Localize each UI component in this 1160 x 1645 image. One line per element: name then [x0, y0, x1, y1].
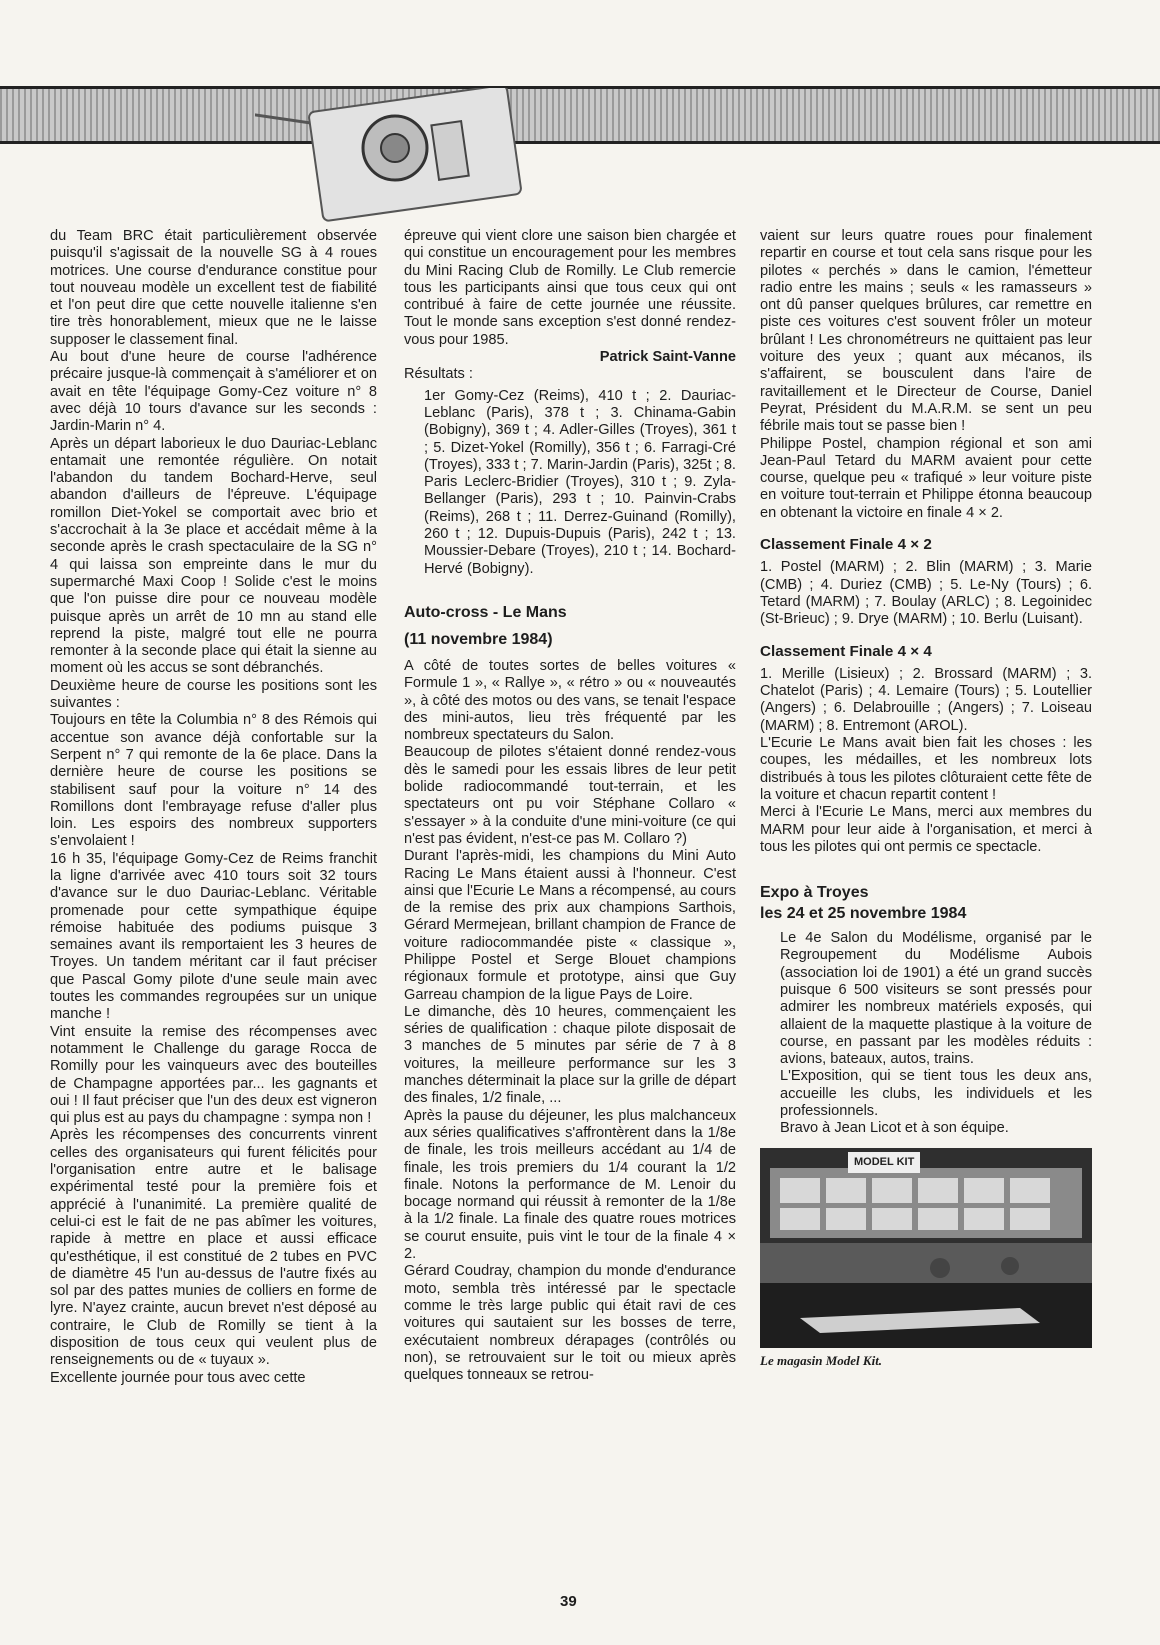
paragraph: Beaucoup de pilotes s'étaient donné rendez-vous dès le samedi pour les essais libres de leur petit bolide radiocommandé tout-terrain, et les spectateurs ont pu voir Stéphane Collaro « s'essayer » à la conduite d'une mini-voiture (ce qui n'est pas évident, n'est-ce pas M. Collaro ?)	[404, 744, 736, 847]
paragraph: Merci à l'Ecurie Le Mans, merci aux membres du MARM pour leur aide à l'organisation, et merci à tous les pilotes qui ont permis ce spectacle.	[760, 804, 1092, 855]
header-band	[0, 86, 1160, 144]
section-title-autocross: Auto-cross - Le Mans	[404, 603, 567, 621]
section-date-expo: les 24 et 25 novembre 1984	[760, 905, 967, 923]
paragraph: Excellente journée pour tous avec cette	[50, 1369, 306, 1386]
model-kit-sign: MODEL KIT	[848, 1152, 920, 1173]
section-date-autocross: (11 novembre 1984)	[404, 630, 553, 648]
paragraph: A côté de toutes sortes de belles voitures « Formule 1 », « Rallye », « rétro » ou « nouveautés », à côté des motos ou des vans, se tenait l'espace des mini-autos, lieu très fréquenté par les nombreux spectateurs du Salon.	[404, 657, 736, 744]
results-list: 1er Gomy-Cez (Reims), 410 t ; 2. Dauriac-Leblanc (Paris), 378 t ; 3. Chinama-Gabin (Bobigny), 369 t ; 4. Adler-Gilles (Troyes), 361 t ; 5. Dizet-Yokel (Romilly), 356 t ; 6. Farragi-Cré (Troyes), 333 t ; 7. Marin-Jardin (Paris), 325t ; 8. Paris Leclerc-Bridier (Troyes), 310 t ; 9. Zyla-Bellanger (Paris), 293 t ; 10. Painvin-Crabs (Reims), 268 t ; 11. Derrez-Guinand (Romilly), 260 t ; 12. Dupuis-Dupuis (Paris), 242 t ; 13. Moussier-Debare (Troyes), 210 t ; 14. Bochard-Hervé (Bobigny).	[424, 387, 736, 577]
paragraph: Le dimanche, dès 10 heures, commençaient les séries de qualification : chaque pilote disposait de 3 manches de 5 minutes par série de 7 à 8 voitures, la meilleure performance sur les 3 manches déterminait la place sur la grille de départ des finales, 1/2 finale, ...	[404, 1003, 736, 1107]
shop-scene-image	[760, 1148, 1092, 1348]
classement-4x4-list: 1. Merille (Lisieux) ; 2. Brossard (MARM) ; 3. Chatelot (Paris) ; 4. Lemaire (Tours) ; 5. Loutellier (Angers) ; 6. Delabrouille ; (Angers) ; 7. Loiseau (MARM) ; 8. Entremont (AROL).	[760, 665, 1092, 734]
paragraph: Après les récompenses des concurrents vinrent celles des organisateurs qui furent félicités pour l'organisation entre autre et le balisage expérimental testé pour la première fois et apprécié à l'unanimité. La première qualité de celui-ci est le fait de ne pas abîmer les voitures, rapide à mettre en place et aussi efficace qu'esthétique, il est constitué de 2 tubes en PVC de diamètre 45 l'un au-dessus de l'autre fixés au sol par des pattes munies de colliers en forme de lyre. N'ayez crainte, aucun brevet n'est déposé au contraire, le Club de Romilly se tient à la disposition de tous ceux qui veulent plus de renseignements ou de « tuyaux ».	[50, 1127, 377, 1369]
page-number: 39	[560, 1593, 577, 1610]
paragraph: Durant l'après-midi, les champions du Mini Auto Racing Le Mans étaient aussi à l'honneur. C'est ainsi que l'Ecurie Le Mans a récompensé, au cours de la remise des prix aux champions Sarthois, Gérard Mermejean, brillant champion de France de voiture radiocommandée piste « classique », Philippe Postel et Serge Blouet champions régionaux formule et prototype, ainsi que Guy Garreau champion de la ligue Pays de Loire.	[404, 848, 736, 1003]
paragraph: L'Ecurie Le Mans avait bien fait les choses : les coupes, les médailles, et les nombreux lots distribués à tous les pilotes clôturaient cette fête de la voiture et chacun repartit content !	[760, 735, 1092, 803]
paragraph: Toujours en tête la Columbia n° 8 des Rémois qui accentue son avance déjà confortable sur la Serpent n° 7 qui remonte de la 6e place. Dans la dernière heure de course les positions se stabilisent sauf pour la voiture n° 14 des Romillons dont l'embrayage refuse d'aller plus loin. Les espoirs des nombreux supporters s'envolaient !	[50, 712, 377, 850]
paragraph: Le 4e Salon du Modélisme, organisé par le Regroupement du Modélisme Aubois (association loi de 1901) a été un grand succès puisque 6 500 visiteurs se sont pressés pour admirer les nombreux matériels exposés, qui allaient de la maquette plastique à la voiture de course, en passant par les modèles réduits : avions, bateaux, autos, trains.	[780, 930, 1092, 1068]
paragraph: Philippe Postel, champion régional et son ami Jean-Paul Tetard du MARM avaient pour cette course, quelque peu « trafiqué » leur voiture piste en voiture tout-terrain et Philippe étonna beaucoup en obtenant la victoire en finale 4 × 2.	[760, 435, 1092, 521]
paragraph: du Team BRC était particulièrement observée puisqu'il s'agissait de la nouvelle SG à 4 roues motrices. Une course d'endurance constitue pour tout nouveau modèle un excellent test de fiabilité et l'on peut dire que cette nouvelle italienne s'en tire très honorablement, mieux que ne le laisse supposer le classement final.	[50, 228, 377, 348]
radio-transmitter-image	[255, 88, 525, 223]
paragraph: L'Exposition, qui se tient tous les deux ans, accueille les clubs, les individuels et les professionnels.	[780, 1068, 1092, 1120]
paragraph: épreuve qui vient clore une saison bien chargée et qui constitue un encouragement pour les membres du Mini Racing Club de Romilly. Le Club remercie tous les participants ainsi que tous ceux qui ont contribué à faire de cette journée une réussite. Tout le monde sans exception s'est donné rendez-vous pour 1985.	[404, 228, 736, 348]
paragraph: Après un départ laborieux le duo Dauriac-Leblanc entamait une remontée régulière. On notait l'abandon du tandem Bochard-Herve, seul abandon d'ailleurs de l'épreuve. L'équipage romillon Diet-Yokel se comportait avec brio et s'accrochait à la 3e place et accédait même à la seconde après le crash spectaculaire de la SG n° 4 qui laissa son empreinte dans le mur du supermarché Maxi Coop ! Solide c'est le moins que l'on puisse dire pour ce nouveau modèle puisque après un arrêt de 10 mn au stand elle reprend la piste, malgré tout elle ne pourra remonter à la seconde place qui était la sienne au moment où les accus se sont débranchés.	[50, 435, 377, 677]
paragraph: 16 h 35, l'équipage Gomy-Cez de Reims franchit la ligne d'arrivée avec 410 tours soit 32 tours d'avance sur le duo Dauriac-Leblanc. Véritable promenade pour cette sympathique équipe rémoise habituée des podiums puisque 3 semaines avant ils remportaient les 3 heures de Troyes. Un tandem méritant car il faut préciser que Pascal Gomy pilote d'une seule main avec toutes les commandes regroupées sur un unique manche !	[50, 850, 377, 1023]
paragraph: Au bout d'une heure de course l'adhérence précaire jusque-là commençait à s'améliorer et on avait en tête l'équipage Gomy-Cez voiture n° 8 avec déjà 10 tours d'avance sur les seconds : Jardin-Marin n° 4.	[50, 349, 377, 435]
classement-4x2-title: Classement Finale 4 × 2	[760, 536, 932, 554]
column-right	[760, 228, 1092, 1369]
paragraph: Bravo à Jean Licot et à son équipe.	[780, 1120, 1009, 1137]
author-signature: Patrick Saint-Vanne	[599, 349, 736, 366]
paragraph: Gérard Coudray, champion du monde d'endurance moto, sembla très intéressé par le spectacle comme le très large public qui était ravi de ces voitures qui sautaient sur les bosses de terre, exécutaient nombreux dérapages (contrôlés ou non), se retrouvaient sur le toit ou mieux après quelques tonneaux se retrou-	[404, 1263, 736, 1384]
paragraph: Deuxième heure de course les positions sont les suivantes :	[50, 677, 377, 712]
classement-4x2-list: 1. Postel (MARM) ; 2. Blin (MARM) ; 3. Marie (CMB) ; 4. Duriez (CMB) ; 5. Le-Ny (Tours) ; 6. Tetard (MARM) ; 7. Boulay (ARLC) ; 8. Legoinidec (St-Brieuc) ; 9. Drye (MARM) ; 10. Berlu (Luisant).	[760, 559, 1092, 628]
paragraph: Après la pause du déjeuner, les plus malchanceux aux séries qualificatives s'affrontèrent dans la 1/8e de finale, les trois meilleurs accédant au 1/4 de finale, les trois premiers du 1/4 courant la 1/2 finale. Notons la performance de M. Lenoir du bocage normand qui réussit à remonter de la 1/8e à la 1/2 finale. La finale des quatre roues motrices se courut ensuite, puis vint le tour de la finale 4 × 2.	[404, 1107, 736, 1263]
model-kit-photo	[760, 1148, 1092, 1348]
results-label: Résultats :	[404, 366, 473, 383]
classement-4x4-title: Classement Finale 4 × 4	[760, 642, 932, 660]
paragraph: Vint ensuite la remise des récompenses avec notamment le Challenge du garage Rocca de Romilly pour les vainqueurs avec des bouteilles de Champagne apportées par... les gagnants et oui ! Il faut préciser que l'un des deux est vigneron qui plus est au pays du champagne : sympa non !	[50, 1023, 377, 1127]
column-left	[50, 228, 377, 1387]
section-title-expo: Expo à Troyes	[760, 884, 869, 902]
column-middle	[404, 228, 736, 1384]
paragraph: vaient sur leurs quatre roues pour finalement repartir en course et tout cela sans risque pour les pilotes « perchés » dans le camion, l'émetteur radio entre les mains ; seuls « les ramasseurs » ont dû panser quelques brûlures, car remettre en piste ces voitures c'est souvent frôler un moteur brûlant ! Les chronométreurs ne quittaient pas leur voiture des yeux ; quant aux mécanos, ils s'affairent, se bousculent dans l'aire de ravitaillement et le Directeur de Course, Daniel Peyrat, Président du M.A.R.M. se sent un peu fébrile mais tout se passe bien !	[760, 228, 1092, 435]
photo-caption: Le magasin Model Kit.	[760, 1352, 883, 1368]
